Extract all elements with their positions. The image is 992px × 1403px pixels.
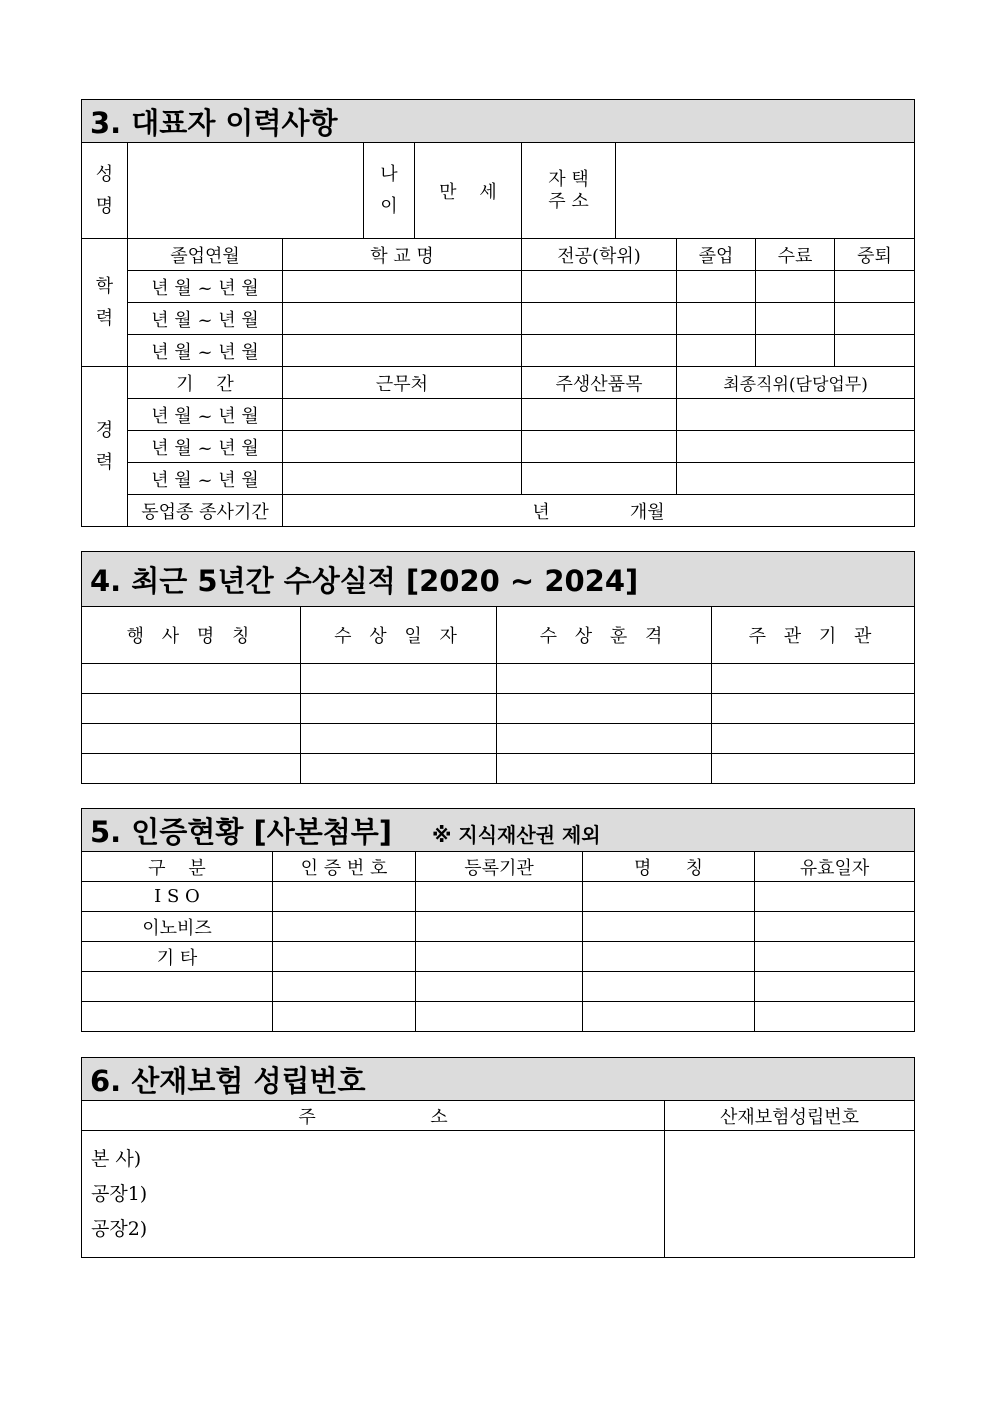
address-line-head-office: 본 사) [91,1147,142,1170]
insurance-number-header: 산재보험성립번호 [665,1101,915,1131]
award-date-field[interactable] [301,694,497,724]
section-5-table [81,808,915,1032]
section-5-title-text: 5. 인증현황 [사본첨부] [90,814,393,849]
cert-number-field[interactable] [273,1002,416,1032]
cert-number-field[interactable] [273,882,416,912]
cert-header-agency: 등록기관 [416,852,583,882]
edu-graduated-field[interactable] [677,271,756,303]
career-header-position: 최종직위(담당업무) [677,367,915,399]
career-position-field[interactable] [677,463,915,495]
award-organizer-field[interactable] [712,754,915,784]
address-line-factory-1: 공장1) [91,1182,148,1205]
edu-graduated-field[interactable] [677,335,756,367]
career-product-field[interactable] [522,463,677,495]
section-5-title [82,809,915,852]
cert-type-other: 기 타 [82,942,273,972]
award-organizer-field[interactable] [712,694,915,724]
same-industry-label: 동업종 종사기간 [128,495,283,527]
cert-number-field[interactable] [273,912,416,942]
cert-header-category: 구 분 [82,852,273,882]
award-organizer-field[interactable] [712,664,915,694]
award-header-date: 수 상 일 자 [301,607,497,664]
education-label [82,239,128,367]
edu-completed-field[interactable] [756,303,835,335]
award-grade-field[interactable] [497,694,712,724]
name-label [82,143,128,239]
home-address-label [522,143,616,239]
award-date-field[interactable] [301,664,497,694]
section-6-title: 6. 산재보험 성립번호 [82,1058,915,1101]
career-workplace-field[interactable] [283,431,522,463]
cert-expiry-field[interactable] [755,912,915,942]
cert-expiry-field[interactable] [755,882,915,912]
insurance-address-field[interactable] [82,1131,665,1258]
home-address-field[interactable] [616,143,915,239]
home-address-label-text: 자 택 주 소 [548,168,589,212]
insurance-address-header: 주 소 [82,1101,665,1131]
edu-school-field[interactable] [283,271,522,303]
age-field[interactable] [415,143,522,239]
name-label-text: 성 명 [95,163,114,217]
cert-number-field[interactable] [273,972,416,1002]
cert-type-innobiz: 이노비즈 [82,912,273,942]
section-3-title: 3. 대표자 이력사항 [82,100,915,143]
cert-header-number: 인 증 번 호 [273,852,416,882]
award-event-field[interactable] [82,694,301,724]
cert-type-iso: I S O [82,882,273,912]
award-header-event: 행 사 명 칭 [82,607,301,664]
cert-name-field[interactable] [583,912,755,942]
career-header-period: 기 간 [128,367,283,399]
edu-period[interactable]: 년 월 ~ 년 월 [128,303,283,335]
cert-name-field[interactable] [583,882,755,912]
career-workplace-field[interactable] [283,399,522,431]
edu-period[interactable]: 년 월 ~ 년 월 [128,271,283,303]
cert-name-field[interactable] [583,972,755,1002]
edu-major-field[interactable] [522,303,677,335]
cert-agency-field[interactable] [416,1002,583,1032]
award-date-field[interactable] [301,754,497,784]
cert-agency-field[interactable] [416,972,583,1002]
cert-expiry-field[interactable] [755,1002,915,1032]
cert-agency-field[interactable] [416,882,583,912]
edu-major-field[interactable] [522,271,677,303]
edu-major-field[interactable] [522,335,677,367]
section-6-table [81,1057,915,1258]
award-event-field[interactable] [82,754,301,784]
edu-dropped-field[interactable] [835,335,915,367]
career-period[interactable]: 년 월 ~ 년 월 [128,431,283,463]
same-industry-value: 년 개월 [532,501,665,523]
edu-header-school: 학 교 명 [283,239,522,271]
cert-name-field[interactable] [583,942,755,972]
age-label-text: 나 이 [380,163,398,217]
section-5-note: ※ 지식재산권 제외 [432,822,601,847]
career-header-workplace: 근무처 [283,367,522,399]
career-period[interactable]: 년 월 ~ 년 월 [128,399,283,431]
edu-header-date: 졸업연월 [128,239,283,271]
cert-header-name: 명 칭 [583,852,755,882]
award-header-grade: 수 상 훈 격 [497,607,712,664]
award-organizer-field[interactable] [712,724,915,754]
career-label-text: 경 력 [95,419,114,473]
edu-graduated-field[interactable] [677,303,756,335]
career-period[interactable]: 년 월 ~ 년 월 [128,463,283,495]
edu-school-field[interactable] [283,335,522,367]
edu-completed-field[interactable] [756,271,835,303]
award-event-field[interactable] [82,724,301,754]
cert-expiry-field[interactable] [755,972,915,1002]
award-event-field[interactable] [82,664,301,694]
career-label [82,367,128,527]
career-position-field[interactable] [677,431,915,463]
career-product-field[interactable] [522,431,677,463]
award-grade-field[interactable] [497,724,712,754]
section-4-table [81,551,915,784]
career-product-field[interactable] [522,399,677,431]
edu-dropped-field[interactable] [835,303,915,335]
cert-header-expiry: 유효일자 [755,852,915,882]
cert-agency-field[interactable] [416,942,583,972]
cert-type-field[interactable] [82,1002,273,1032]
edu-dropped-field[interactable] [835,271,915,303]
edu-header-dropped: 중퇴 [835,239,915,271]
edu-completed-field[interactable] [756,335,835,367]
edu-header-major: 전공(학위) [522,239,677,271]
award-header-organizer: 주 관 기 관 [712,607,915,664]
edu-header-graduated: 졸업 [677,239,756,271]
career-workplace-field[interactable] [283,463,522,495]
edu-school-field[interactable] [283,303,522,335]
cert-expiry-field[interactable] [755,942,915,972]
age-value: 만 세 [439,181,497,203]
cert-agency-field[interactable] [416,912,583,942]
age-label [364,143,415,239]
cert-name-field[interactable] [583,1002,755,1032]
award-date-field[interactable] [301,724,497,754]
career-position-field[interactable] [677,399,915,431]
name-field[interactable] [128,143,364,239]
award-grade-field[interactable] [497,664,712,694]
career-header-product: 주생산품목 [522,367,677,399]
section-4-title: 4. 최근 5년간 수상실적 [2020 ~ 2024] [82,552,915,607]
insurance-number-field[interactable] [665,1131,915,1258]
cert-type-field[interactable] [82,972,273,1002]
edu-header-completed: 수료 [756,239,835,271]
cert-number-field[interactable] [273,942,416,972]
edu-period[interactable]: 년 월 ~ 년 월 [128,335,283,367]
education-label-text: 학 력 [95,275,114,329]
award-grade-field[interactable] [497,754,712,784]
address-line-factory-2: 공장2) [91,1217,148,1240]
section-3-table [81,99,915,527]
same-industry-field[interactable] [283,495,915,527]
